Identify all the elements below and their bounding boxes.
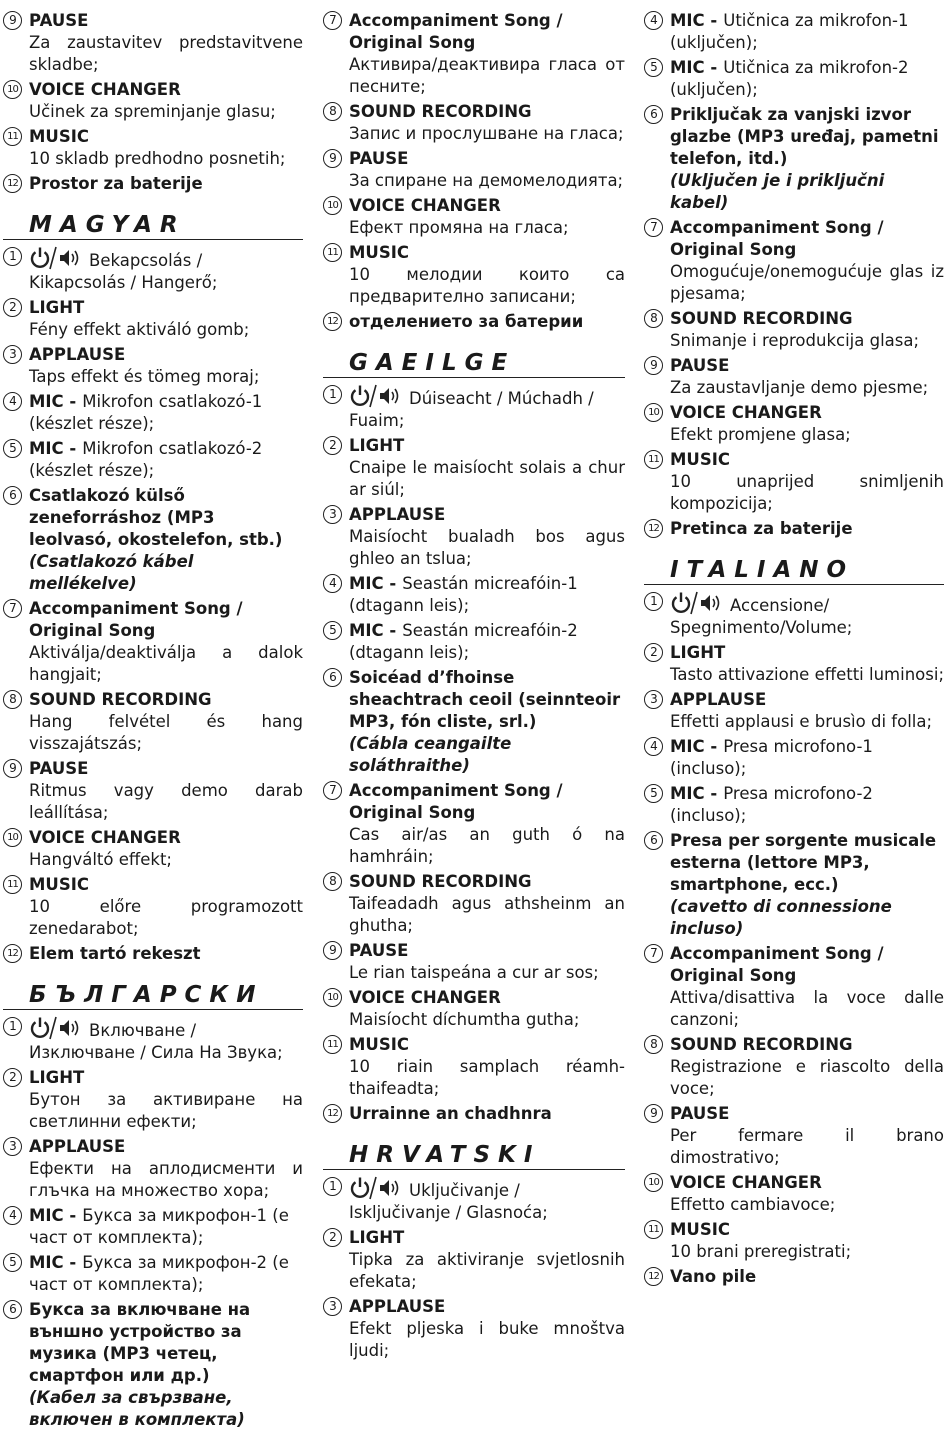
- item-description: Effetti applausi e brusìo di folla;: [670, 712, 933, 731]
- item-description: Za zaustavljanje demo pjesme;: [670, 378, 929, 397]
- item-title: Accompaniment Song / Original Song: [349, 781, 563, 822]
- item-title: LIGHT: [349, 436, 405, 455]
- list-item: [644, 308, 944, 352]
- list-item: [3, 485, 303, 595]
- item-number-badge: 7: [3, 599, 22, 618]
- item-number-badge: 2: [3, 1068, 22, 1087]
- power-volume-icon: [29, 246, 85, 270]
- list-item: [3, 1205, 303, 1249]
- list-item: [3, 126, 303, 170]
- list-item: [644, 1266, 944, 1288]
- list-item: [323, 311, 625, 333]
- item-title: MIC -: [349, 574, 397, 593]
- list-item: [323, 435, 625, 501]
- item-note: (Кабел за свързване, включен в комплекта): [29, 1388, 245, 1429]
- item-title: Presa per sorgente musicale esterna (lettore MP3, smartphone, ecc.): [670, 831, 937, 894]
- item-number-badge: 4: [3, 1206, 22, 1225]
- item-description: Taifeadadh agus athsheinm an ghutha;: [349, 894, 625, 935]
- item-number-badge: 9: [3, 759, 22, 778]
- list-item: [644, 402, 944, 446]
- item-description: Бутон за активиране на светлинни ефекти;: [29, 1090, 303, 1131]
- item-number-badge: 6: [644, 831, 663, 850]
- list-item: [3, 758, 303, 824]
- item-description: Mikrofon csatlakozó-1 (készlet része);: [29, 392, 263, 433]
- list-item: [3, 1136, 303, 1202]
- list-item: [323, 195, 625, 239]
- item-title: Accompaniment Song / Original Song: [670, 218, 884, 259]
- item-number-badge: 8: [323, 872, 342, 891]
- item-number-badge: 11: [3, 875, 22, 894]
- item-number-badge: 8: [3, 690, 22, 709]
- list-bulgarian: [3, 1016, 303, 1431]
- item-description: Snimanje i reprodukcija glasa;: [670, 331, 920, 350]
- item-title: MIC -: [29, 1206, 77, 1225]
- list-item: [3, 827, 303, 871]
- section-title-gaeilge: GAEILGE: [323, 349, 625, 378]
- item-title: VOICE CHANGER: [349, 196, 501, 215]
- list-item: [323, 504, 625, 570]
- item-number-badge: 12: [644, 1267, 663, 1286]
- item-title: Accompaniment Song / Original Song: [349, 11, 563, 52]
- item-number-badge: 10: [323, 988, 342, 1007]
- list-item: [644, 518, 944, 540]
- item-number-badge: 10: [3, 828, 22, 847]
- item-number-badge: 7: [323, 11, 342, 30]
- item-title: Accompaniment Song / Original Song: [29, 599, 243, 640]
- item-number-badge: 4: [644, 737, 663, 756]
- list-item: [3, 79, 303, 123]
- item-title: VOICE CHANGER: [670, 1173, 822, 1192]
- item-note: (cavetto di connessione incluso): [670, 897, 892, 938]
- item-title: Pretinca za baterije: [670, 519, 853, 538]
- item-number-badge: 3: [323, 505, 342, 524]
- item-description: Fény effekt aktiváló gomb;: [29, 320, 250, 339]
- list-item: [644, 642, 944, 686]
- item-description: Za zaustavitev predstavitvene skladbe;: [29, 33, 303, 74]
- item-title: PAUSE: [29, 759, 89, 778]
- list-item: [3, 943, 303, 965]
- item-title: APPLAUSE: [29, 1137, 126, 1156]
- item-description: Učinek za spreminjanje glasu;: [29, 102, 276, 121]
- item-title: LIGHT: [670, 643, 726, 662]
- list-item: [644, 104, 944, 214]
- item-description: 10 előre programozott zenedarabot;: [29, 897, 303, 938]
- list-item: [323, 101, 625, 145]
- section-title-magyar: MAGYAR: [3, 211, 303, 240]
- list-hrvatski-tail: [644, 10, 944, 540]
- item-description: Effetto cambiavoce;: [670, 1195, 836, 1214]
- list-hrvatski: [323, 1176, 625, 1362]
- item-number-badge: 3: [323, 1297, 342, 1316]
- item-title: MIC -: [29, 392, 77, 411]
- list-item: [323, 620, 625, 664]
- list-item: [323, 1034, 625, 1100]
- item-title: MUSIC: [349, 243, 409, 262]
- item-title: PAUSE: [349, 941, 409, 960]
- list-item: [644, 1103, 944, 1169]
- item-description: Le rian taispeána a cur ar sos;: [349, 963, 599, 982]
- item-description: Hang felvétel és hang visszajátszás;: [29, 712, 303, 753]
- item-number-badge: 9: [323, 941, 342, 960]
- item-number-badge: 2: [644, 643, 663, 662]
- list-item: [644, 1034, 944, 1100]
- item-description: 10 unaprijed snimljenih kompozicija;: [670, 472, 944, 513]
- list-item: [644, 783, 944, 827]
- item-description: Maisíocht díchumtha gutha;: [349, 1010, 580, 1029]
- item-number-badge: 2: [3, 298, 22, 317]
- item-number-badge: 5: [644, 784, 663, 803]
- power-volume-icon: [349, 384, 405, 408]
- item-description: Uključivanje / Isključivanje / Glasnoća;: [349, 1181, 548, 1222]
- item-description: Taps effekt és tömeg moraj;: [29, 367, 260, 386]
- item-note: (Uključen je i priključni kabel): [670, 171, 885, 212]
- item-title: MIC -: [29, 1253, 77, 1272]
- item-number-badge: 10: [644, 403, 663, 422]
- item-number-badge: 7: [644, 218, 663, 237]
- item-title: Priključak za vanjski izvor glazbe (MP3 uređaj, pametni telefon, itd.): [670, 105, 939, 168]
- item-number-badge: 9: [3, 11, 22, 30]
- item-description: Активира/деактивира гласа от песните;: [349, 55, 625, 96]
- list-bulgarian-tail: [323, 10, 625, 333]
- list-item: [3, 344, 303, 388]
- item-description: Presa microfono-2 (incluso);: [670, 784, 873, 825]
- item-title: Csatlakozó külső zeneforráshoz (MP3 leolvasó, okostelefon, stb.): [29, 486, 283, 549]
- list-item: [323, 940, 625, 984]
- item-description: Запис и прослушване на гласа;: [349, 124, 624, 143]
- item-title: MUSIC: [670, 450, 730, 469]
- item-number-badge: 5: [323, 621, 342, 640]
- list-item: [323, 1296, 625, 1362]
- item-title: Elem tartó rekeszt: [29, 944, 201, 963]
- item-number-badge: 6: [3, 1300, 22, 1319]
- item-number-badge: 1: [644, 592, 663, 611]
- item-description: Dúiseacht / Múchadh / Fuaim;: [349, 389, 594, 430]
- item-description: Maisíocht bualadh bos agus ghleo an tslua;: [349, 527, 625, 568]
- item-title: VOICE CHANGER: [670, 403, 822, 422]
- list-item: [3, 1067, 303, 1133]
- item-number-badge: 9: [644, 356, 663, 375]
- item-title: PAUSE: [349, 149, 409, 168]
- list-item: [323, 987, 625, 1031]
- item-title: MUSIC: [670, 1220, 730, 1239]
- list-item: [3, 1299, 303, 1431]
- item-number-badge: 10: [644, 1173, 663, 1192]
- item-description: Seastán micreafóin-2 (dtagann leis);: [349, 621, 578, 662]
- item-note: (Cábla ceangailte soláthraithe): [349, 734, 512, 775]
- item-number-badge: 4: [323, 574, 342, 593]
- item-title: SOUND RECORDING: [670, 309, 853, 328]
- item-description: Tipka za aktiviranje svjetlosnih efekata;: [349, 1250, 625, 1291]
- section-title-bulgarian: БЪЛГАРСКИ: [3, 981, 303, 1010]
- list-item: [323, 242, 625, 308]
- list-item: [3, 173, 303, 195]
- item-number-badge: 12: [323, 1104, 342, 1123]
- item-description: Букса за микрофон-2 (е част от комплекта);: [29, 1253, 289, 1294]
- list-item: [644, 591, 944, 639]
- item-title: MUSIC: [349, 1035, 409, 1054]
- list-slovenian-tail: [3, 10, 303, 195]
- item-description: Mikrofon csatlakozó-2 (készlet része);: [29, 439, 263, 480]
- item-title: MIC -: [29, 439, 77, 458]
- item-title: LIGHT: [29, 1068, 85, 1087]
- item-title: MIC -: [670, 11, 718, 30]
- item-number-badge: 1: [323, 1177, 342, 1196]
- list-item: [3, 438, 303, 482]
- item-title: VOICE CHANGER: [349, 988, 501, 1007]
- item-title: MUSIC: [29, 875, 89, 894]
- item-description: Utičnica za mikrofon-2 (uključen);: [670, 58, 909, 99]
- item-title: VOICE CHANGER: [29, 828, 181, 847]
- item-note: (Csatlakozó kábel mellékelve): [29, 552, 194, 593]
- item-description: Efekt promjene glasa;: [670, 425, 851, 444]
- item-title: Accompaniment Song / Original Song: [670, 944, 884, 985]
- item-number-badge: 12: [3, 174, 22, 193]
- item-number-badge: 11: [323, 1035, 342, 1054]
- item-title: Soicéad d’fhoinse sheachtrach ceoil (seinnteoir MP3, fón cliste, srl.): [349, 668, 621, 731]
- list-item: [644, 10, 944, 54]
- item-description: Cas air/as an guth ó na hamhráin;: [349, 825, 625, 866]
- section-title-hrvatski: HRVATSKI: [323, 1141, 625, 1170]
- list-item: [3, 297, 303, 341]
- item-description: Hangváltó effekt;: [29, 850, 172, 869]
- item-description: Ефект промяна на гласа;: [349, 218, 569, 237]
- list-item: [644, 830, 944, 940]
- item-number-badge: 5: [644, 58, 663, 77]
- column-1: [3, 10, 303, 1434]
- item-description: Presa microfono-1 (incluso);: [670, 737, 873, 778]
- item-number-badge: 8: [323, 102, 342, 121]
- list-item: [323, 871, 625, 937]
- item-description: 10 мелодии които са предварително записани;: [349, 265, 625, 306]
- item-number-badge: 12: [323, 312, 342, 331]
- item-number-badge: 10: [3, 80, 22, 99]
- item-title: Urrainne an chadhnra: [349, 1104, 552, 1123]
- item-number-badge: 3: [3, 345, 22, 364]
- item-number-badge: 8: [644, 1035, 663, 1054]
- item-title: Букса за включване на външно устройство за музика (МР3 четец, смартфон или др.): [29, 1300, 251, 1385]
- item-number-badge: 11: [323, 243, 342, 262]
- item-description: Bekapcsolás / Kikapcsolás / Hangerő;: [29, 251, 218, 292]
- list-item: [644, 449, 944, 515]
- item-title: MIC -: [670, 737, 718, 756]
- item-title: отделението за батерии: [349, 312, 584, 331]
- list-item: [3, 689, 303, 755]
- list-item: [323, 573, 625, 617]
- item-title: MIC -: [670, 784, 718, 803]
- column-3: [644, 10, 944, 1291]
- item-description: Cnaipe le maisíocht solais a chur ar siúl;: [349, 458, 625, 499]
- item-number-badge: 1: [3, 1017, 22, 1036]
- item-description: Букса за микрофон-1 (е част от комплекта);: [29, 1206, 289, 1247]
- item-number-badge: 9: [323, 149, 342, 168]
- item-title: LIGHT: [349, 1228, 405, 1247]
- item-number-badge: 7: [644, 944, 663, 963]
- list-item: [3, 246, 303, 294]
- item-title: APPLAUSE: [670, 690, 767, 709]
- item-description: Seastán micreafóin-1 (dtagann leis);: [349, 574, 578, 615]
- item-number-badge: 2: [323, 1228, 342, 1247]
- item-description: Attiva/disattiva la voce dalle canzoni;: [670, 988, 944, 1029]
- item-title: PAUSE: [670, 356, 730, 375]
- list-item: [323, 780, 625, 868]
- list-item: [3, 598, 303, 686]
- item-description: 10 riain samplach réamh-thaifeadta;: [349, 1057, 625, 1098]
- list-item: [3, 1252, 303, 1296]
- item-description: Ефекти на аплодисменти и глъчка на множество хора;: [29, 1159, 303, 1200]
- item-number-badge: 12: [3, 944, 22, 963]
- list-item: [3, 1016, 303, 1064]
- item-number-badge: 3: [644, 690, 663, 709]
- list-item: [323, 667, 625, 777]
- power-volume-icon: [670, 591, 726, 615]
- list-item: [323, 1227, 625, 1293]
- list-item: [3, 874, 303, 940]
- item-title: MIC -: [670, 58, 718, 77]
- item-number-badge: 5: [3, 439, 22, 458]
- list-gaeilge: [323, 384, 625, 1125]
- list-item: [323, 10, 625, 98]
- item-number-badge: 8: [644, 309, 663, 328]
- list-item: [323, 1103, 625, 1125]
- item-title: PAUSE: [670, 1104, 730, 1123]
- list-item: [644, 943, 944, 1031]
- item-title: SOUND RECORDING: [349, 872, 532, 891]
- list-item: [644, 1219, 944, 1263]
- item-description: Efekt pljeska i buke mnoštva ljudi;: [349, 1319, 625, 1360]
- item-title: Prostor za baterije: [29, 174, 203, 193]
- item-number-badge: 4: [644, 11, 663, 30]
- column-2: [323, 10, 625, 1365]
- item-number-badge: 4: [3, 392, 22, 411]
- item-number-badge: 10: [323, 196, 342, 215]
- item-number-badge: 6: [3, 486, 22, 505]
- item-title: SOUND RECORDING: [349, 102, 532, 121]
- item-title: MIC -: [349, 621, 397, 640]
- item-number-badge: 9: [644, 1104, 663, 1123]
- list-magyar: [3, 246, 303, 965]
- item-number-badge: 3: [3, 1137, 22, 1156]
- item-number-badge: 5: [3, 1253, 22, 1272]
- item-description: Aktiválja/deaktiválja a dalok hangjait;: [29, 643, 303, 684]
- item-title: MUSIC: [29, 127, 89, 146]
- list-item: [3, 10, 303, 76]
- item-title: APPLAUSE: [349, 1297, 446, 1316]
- item-number-badge: 11: [644, 450, 663, 469]
- item-description: Accensione/ Spegnimento/Volume;: [670, 596, 853, 637]
- item-title: PAUSE: [29, 11, 89, 30]
- list-item: [644, 689, 944, 733]
- item-description: Per fermare il brano dimostrativo;: [670, 1126, 944, 1167]
- item-number-badge: 1: [323, 385, 342, 404]
- list-item: [323, 384, 625, 432]
- item-title: SOUND RECORDING: [29, 690, 212, 709]
- list-item: [644, 217, 944, 305]
- item-description: За спиране на демомелодията;: [349, 171, 624, 190]
- power-volume-icon: [349, 1176, 405, 1200]
- item-description: Включване / Изключване / Сила На Звука;: [29, 1021, 283, 1062]
- list-item: [644, 1172, 944, 1216]
- list-item: [644, 57, 944, 101]
- item-description: Omogućuje/onemogućuje glas iz pjesama;: [670, 262, 944, 303]
- item-number-badge: 12: [644, 519, 663, 538]
- item-description: Registrazione e riascolto della voce;: [670, 1057, 944, 1098]
- item-number-badge: 6: [644, 105, 663, 124]
- item-number-badge: 7: [323, 781, 342, 800]
- item-number-badge: 6: [323, 668, 342, 687]
- item-number-badge: 11: [3, 127, 22, 146]
- item-number-badge: 2: [323, 436, 342, 455]
- list-item: [323, 1176, 625, 1224]
- item-description: Ritmus vagy demo darab leállítása;: [29, 781, 303, 822]
- item-title: APPLAUSE: [29, 345, 126, 364]
- list-item: [644, 355, 944, 399]
- item-description: Utičnica za mikrofon-1 (uključen);: [670, 11, 909, 52]
- item-title: APPLAUSE: [349, 505, 446, 524]
- item-number-badge: 11: [644, 1220, 663, 1239]
- list-item: [3, 391, 303, 435]
- item-title: VOICE CHANGER: [29, 80, 181, 99]
- power-volume-icon: [29, 1016, 85, 1040]
- list-item: [323, 148, 625, 192]
- item-title: SOUND RECORDING: [670, 1035, 853, 1054]
- item-title: LIGHT: [29, 298, 85, 317]
- item-title: Vano pile: [670, 1267, 757, 1286]
- list-item: [644, 736, 944, 780]
- item-description: Tasto attivazione effetti luminosi;: [670, 665, 944, 684]
- item-number-badge: 1: [3, 247, 22, 266]
- item-description: 10 skladb predhodno posnetih;: [29, 149, 286, 168]
- item-description: 10 brani preregistrati;: [670, 1242, 852, 1261]
- section-title-italiano: ITALIANO: [644, 556, 944, 585]
- list-italiano: [644, 591, 944, 1288]
